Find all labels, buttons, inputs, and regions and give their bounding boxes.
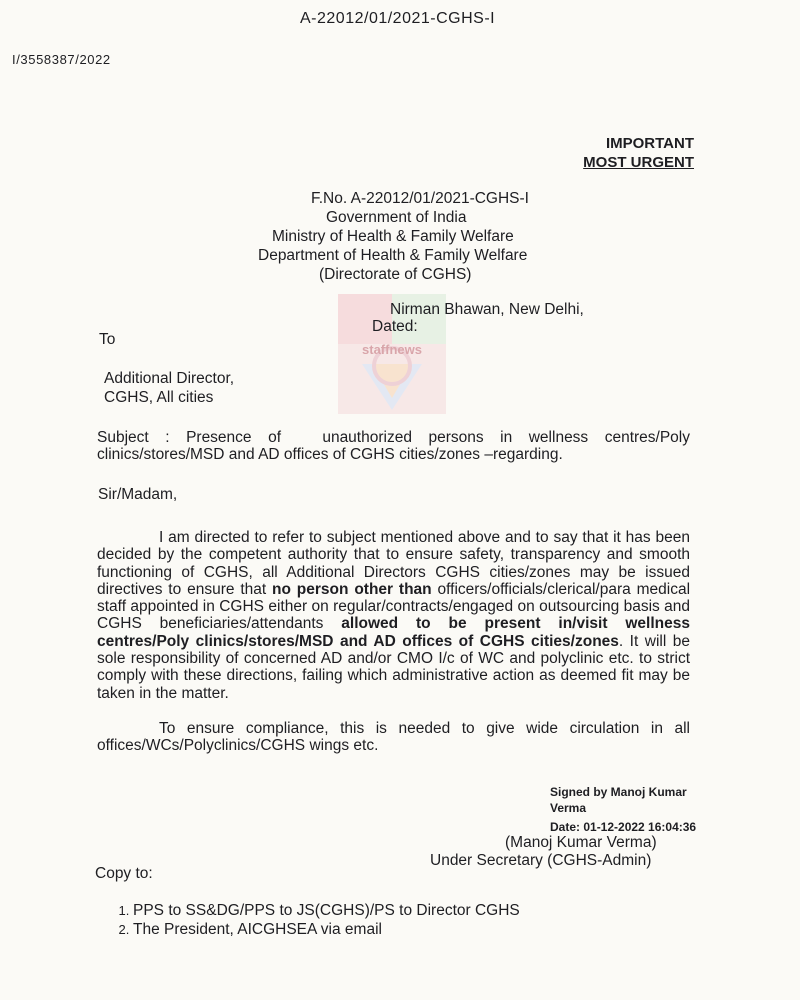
copy-to-label: Copy to: bbox=[95, 865, 153, 882]
signatory-designation: Under Secretary (CGHS-Admin) bbox=[430, 852, 652, 869]
body-paragraph-1 bbox=[97, 529, 690, 702]
to-label: To bbox=[99, 331, 116, 348]
body-paragraph-2 bbox=[97, 720, 690, 755]
salutation: Sir/Madam, bbox=[98, 486, 178, 503]
addressee-line2: CGHS, All cities bbox=[104, 389, 214, 406]
file-number-header: A-22012/01/2021-CGHS-I bbox=[300, 10, 496, 27]
priority-important: IMPORTANT bbox=[605, 135, 694, 152]
body-text: I am directed to refer to subject mentioned above and to say that it has been decided by the competent authority that to ensure safety, transparency and smooth functioning of CGHS, all Additional Directors CGHS cities/zones may be issued directives to ensure that bbox=[97, 529, 690, 598]
letterhead-ministry: Ministry of Health & Family Welfare bbox=[272, 228, 514, 245]
subject: Subject : Presence of unauthorized persons in wellness centres/Poly clinics/stores/MSD and AD offices of CGHS cities/zones –regarding. bbox=[97, 429, 695, 464]
digital-signature-signed-by: Signed by Manoj Kumar bbox=[550, 785, 687, 799]
copy-to-list bbox=[95, 901, 520, 939]
body-text: To ensure compliance, this is needed to give wide circulation in all offices/WCs/Polyclinics/CGHS wings etc. bbox=[97, 720, 690, 755]
body-bold-text: allowed to be present in/visit wellness centres/Poly clinics/stores/MSD and AD offices of CGHS cities/zones bbox=[97, 615, 690, 650]
body-bold-text: no person other than bbox=[272, 580, 432, 598]
body-text: . It will be sole responsibility of concerned AD and/or CMO I/c of WC and polyclinic etc. to strict comply with these directions, failing which administrative action as deemed fit may be taken in the matter. bbox=[97, 632, 690, 702]
addressee-line1: Additional Director, bbox=[104, 370, 235, 387]
reference-number: I/3558387/2022 bbox=[12, 52, 111, 67]
letterhead-directorate: (Directorate of CGHS) bbox=[319, 266, 472, 283]
letterhead-department: Department of Health & Family Welfare bbox=[258, 247, 528, 264]
body-text: officers/officials/clerical/para medical staff appointed in CGHS either on regular/contracts/engaged on outsourcing basis and CGHS beneficiaries/attendants bbox=[97, 580, 691, 633]
place: Nirman Bhawan, New Delhi, bbox=[390, 301, 584, 318]
letterhead-government: Government of India bbox=[326, 209, 467, 226]
digital-signature-signed-by-2: Verma bbox=[550, 801, 587, 815]
letterhead-file-no: F.No. A-22012/01/2021-CGHS-I bbox=[311, 190, 529, 207]
list-item: 2. The President, AICGHSEA via email bbox=[133, 920, 520, 939]
dated: Dated: bbox=[372, 318, 418, 335]
signatory-name: (Manoj Kumar Verma) bbox=[505, 834, 657, 851]
list-item: 1. PPS to SS&DG/PPS to JS(CGHS)/PS to Director CGHS bbox=[133, 901, 520, 920]
svg-text:staffnews: staffnews bbox=[362, 342, 422, 357]
digital-signature-date: Date: 01-12-2022 16:04:36 bbox=[550, 820, 697, 834]
priority-most-urgent: MOST URGENT bbox=[583, 154, 694, 171]
